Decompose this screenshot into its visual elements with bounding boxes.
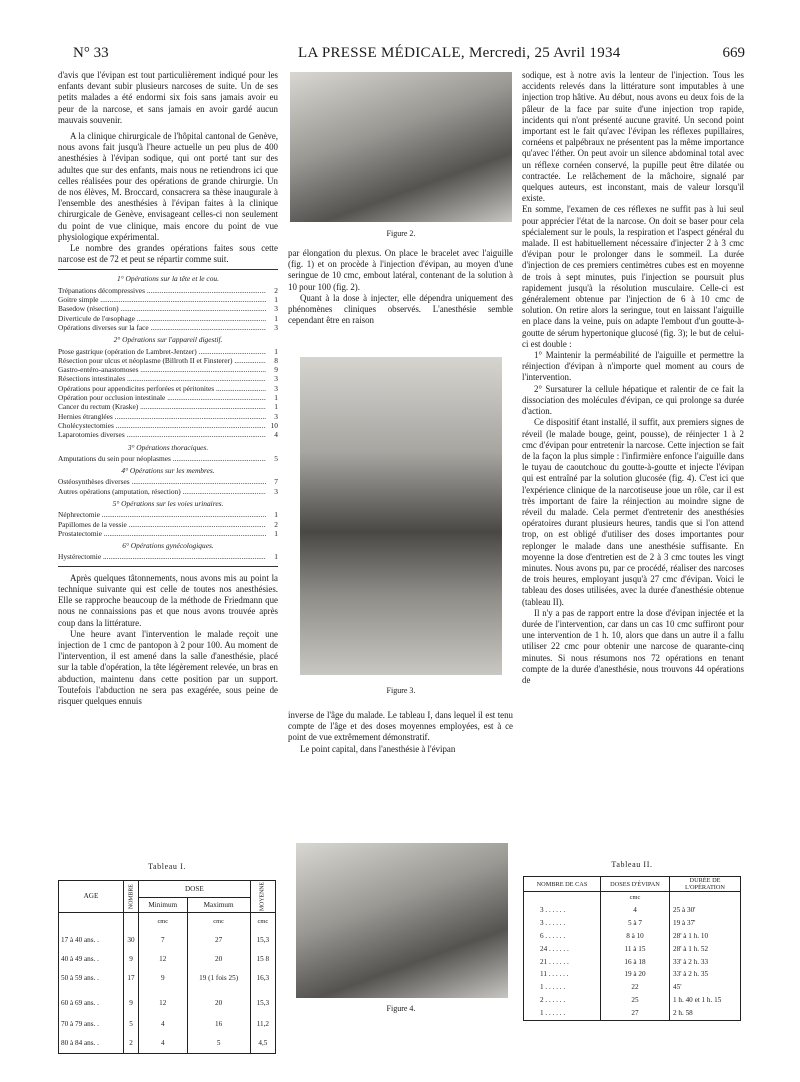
operation-row [58,384,278,393]
figure-3-image [300,357,502,675]
table-cell: 15 8 [250,950,275,969]
paragraph: En somme, l'examen de ces réflexes ne suffit pas à lui seul pour apprécier l'état de la narcose. On doit se baser pour cela spécialement sur le pouls, la respiration et l'aspect général du malade. Il est habituellement nécessaire d'injecter 2 à 3 cmc d'évipan pour le prolonger dans le sommeil. La durée d'injection de ces premiers centimètres cubes est en moyenne de trois à sept minutes, puis l'injection se poursuit plus rapidement jusqu'à la résolution musculaire. Celle-ci est généralement obtenue par l'injection de 6 à 10 cmc de solution. On retire alors la seringue, tout en laissant l'aiguille en place dans la veine, puis on adapte l'embout d'un goutte-à-goutte de sérum hypertonique glucosé (fig. 3); le but de celui-ci est double : [522,204,744,349]
operation-row [58,356,278,365]
table-cell: 11 . . . . . . [540,970,569,979]
table-cell: 19 à 37' [670,916,741,929]
column-middle-lower [288,710,513,755]
paragraph: par élongation du plexus. On place le bracelet avec l'aiguille (fig. 1) et on procède à l'injection d'évipan, au moyen d'une seringue de 10 cmc, embout latéral, contenant de la solution à 10 pour 100 (fig. 2). [288,248,513,292]
col-header-dose: DOSE [139,881,251,898]
paragraph: sodique, est à notre avis la lenteur de l'injection. Tous les accidents relevés dans la littérature sont imputables à une injection trop hâtive. Au début, nous avons eu deux fois de la pâleur de la face par suite d'une injection trop rapide, incidents qui n'ont présenté aucune gravité. Un second point important est le fait qu'avec l'évipan les réflexes pupillaires, cornéens et palpébraux ne présentent pas la même importance qu'avec l'éther. On peut avoir un silence abdominal total avec un réflexe cornéen conservé, la pupille peut être dilatée ou contractée. Le relâchement de la mâchoire, signalé par quelques auteurs, est inconstant, mais de valeur lorsqu'il existe. [522,70,744,204]
table-cell: 50 à 59 ans. . [61,974,99,983]
operation-count: 1 [274,295,278,305]
table-cell: 4 [601,904,670,917]
table-cell: 17 [124,969,139,988]
paragraph: 1° Maintenir la perméabilité de l'aiguille et permettre la réinjection d'évipan à n'importe quel moment au cours de l'intervention. [522,350,744,383]
operation-count: 1 [274,552,278,562]
unit-cell: cmc [601,892,670,904]
unit-cell [670,892,741,904]
category-heading: 6° Opérations gynécologiques. [122,541,214,551]
page-header [55,45,745,67]
operation-row [58,323,278,332]
operation-label: Opérations pour appendicites perforées et péritonites ..... [58,384,266,393]
table-cell: 4,5 [250,1033,275,1053]
category-heading: 1° Opérations sur la tête et le cou. [117,274,219,284]
operation-label: Opérations diverses sur la face ..... [58,323,266,332]
operation-row [58,304,278,313]
table-cell: 20 [187,988,250,1015]
table-row [524,955,741,968]
table-row [524,916,741,929]
table-cell: 27 [187,931,250,950]
table-cell: 27 [601,1007,670,1021]
table-cell: 8 à 10 [601,929,670,942]
col-header-cas: NOMBRE DE CAS [524,877,601,892]
paragraph: 2° Sursaturer la cellule hépatique et ralentir de ce fait la dissociation des molécules d'évipan, ce qui prolonge sa durée d'action. [522,383,744,417]
col-header-maximum: Maximum [187,898,250,913]
category-heading: 4° Opérations sur les membres. [121,466,215,476]
table-cell: 3 . . . . . . [540,918,566,927]
operation-label: Prostatectomie ..... [58,529,266,538]
table2 [523,876,741,1021]
operation-count: 1 [274,393,278,403]
table-cell: 30 [124,931,139,950]
operation-count: 7 [274,477,278,487]
col-header-moyenne: MOYENNE [250,881,275,913]
operation-row [58,529,278,538]
table-cell: 12 [139,950,188,969]
divider [58,566,278,567]
table-cell: 17 à 40 ans. . [61,936,99,945]
operation-count: 10 [270,420,278,430]
operation-count: 1 [274,510,278,520]
table-cell: 45' [670,981,741,994]
operation-row [58,412,278,421]
table-cell: 15,3 [250,988,275,1015]
table-cell: 15,3 [250,931,275,950]
table-cell: 60 à 69 ans. . [61,999,99,1008]
operation-label: Goitre simple ..... [58,295,266,304]
table-cell: 1 . . . . . . [540,1009,566,1018]
table-row [59,969,276,988]
operation-label: Hystérectomie ..... [58,552,266,561]
col-header-age: AGE [59,881,124,913]
units-row [524,892,741,904]
operation-row [58,365,278,374]
table-cell: 9 [124,950,139,969]
table-row [59,1014,276,1033]
table-cell: 9 [124,988,139,1015]
table-row [59,931,276,950]
figure-3-caption: Figure 3. [386,686,416,695]
table-cell: 33' à 2 h. 33 [670,955,741,968]
column-right [522,70,744,686]
operation-count: 3 [274,383,278,393]
operation-label: Opération pour occlusion intestinale ..... [58,393,266,402]
table-row [524,994,741,1007]
unit-cell: cmc [250,912,275,930]
operation-row [58,421,278,430]
paragraph: d'avis que l'évipan est tout particulièrement indiqué pour les enfants devant subir plusieurs narcoses de suite. Un de ses petits malades a été endormi six fois sans jamais avoir eu peur de la narcose, et sans jamais en avoir gardé aucun mauvais souvenir. [58,70,278,125]
operation-count: 3 [274,374,278,384]
operation-row [58,552,278,561]
figure-2-caption: Figure 2. [386,229,416,238]
category-heading: 3° Opérations thoraciques. [127,442,209,452]
table-cell: 21 . . . . . . [540,957,569,966]
unit-cell [524,892,601,904]
table-cell: 4 [139,1014,188,1033]
unit-cell: cmc [187,912,250,930]
column-middle [288,248,513,326]
operation-row [58,454,278,463]
col-header-minimum: Minimum [139,898,188,913]
operation-row [58,393,278,402]
table-row [524,981,741,994]
operation-row [58,347,278,356]
operation-label: Ptose gastrique (opération de Lambret-Jentzer) ..... [58,347,266,356]
table2-caption: Tableau II. [611,860,653,869]
operation-label: Basedow (résection) ..... [58,304,266,313]
operation-row [58,374,278,383]
table-row [524,929,741,942]
table-row [59,950,276,969]
operation-label: Trépanations décompressives ..... [58,286,266,295]
issue-number: N° 33 [73,45,109,61]
operation-count: 1 [274,346,278,356]
operation-row [58,286,278,295]
table-cell: 16,3 [250,969,275,988]
col-header-duree: DURÉE DE L'OPÉRATION [670,877,741,892]
table-cell: 2 [124,1033,139,1053]
operation-count: 1 [274,402,278,412]
table-row [524,1007,741,1021]
table-cell: 40 à 49 ans. . [61,955,99,964]
table-cell: 12 [139,988,188,1015]
operation-count: 3 [274,411,278,421]
operation-row [58,520,278,529]
table-cell: 9 [139,969,188,988]
operation-count: 5 [274,453,278,463]
figure-4-caption: Figure 4. [386,1004,416,1013]
operation-label: Cancer du rectum (Kraske) ..... [58,402,266,411]
table-cell: 16 [187,1014,250,1033]
operations-list [58,274,278,561]
operation-row [58,487,278,496]
table-cell: 20 [187,950,250,969]
table-cell: 19 à 20 [601,968,670,981]
operation-label: Autres opérations (amputation, résection) ..... [58,487,266,496]
table-cell: 6 . . . . . . [540,931,566,940]
operation-count: 2 [274,519,278,529]
operation-row [58,430,278,439]
operation-label: Néphrectomie ..... [58,510,266,519]
table-cell: 4 [139,1033,188,1053]
table-cell: 1 h. 40 et 1 h. 15 [670,994,741,1007]
table-cell: 5 [124,1014,139,1033]
operation-row [58,295,278,304]
figure-4-image [296,843,508,998]
paragraph: Une heure avant l'intervention le malade reçoit une injection de 1 cmc de pantopon à 2 pour 100. Au moment de l'intervention, il est amené dans la salle d'anesthésie, placé sur la table d'opération, la tête légèrement relevée, un bras en abduction, maintenu dans cette position par un support. Toutefois l'abduction ne sera pas exagérée, sous peine de risquer quelques ennuis [58,628,278,706]
category-heading: 2° Opérations sur l'appareil digestif. [113,335,223,345]
paragraph: inverse de l'âge du malade. Le tableau I, dans lequel il est tenu compte de l'âge et des doses moyennes employées, est à ce point de vue extrêmement démonstratif. [288,710,513,743]
table-cell: 80 à 84 ans. . [61,1039,99,1048]
operation-row [58,510,278,519]
table-row [59,988,276,1015]
col-header-nombre: NOMBRE [124,881,139,913]
operation-label: Hernies étranglées ..... [58,412,266,421]
unit-cell [59,912,124,930]
table-cell: 3 . . . . . . [540,906,566,915]
unit-cell: cmc [139,912,188,930]
col-header-doses: DOSES D'ÉVIPAN [601,877,670,892]
journal-title: LA PRESSE MÉDICALE, Mercredi, 25 Avril 1934 [298,45,621,61]
operation-label: Diverticule de l'œsophage ..... [58,314,266,323]
table-row [524,942,741,955]
operation-count: 3 [274,322,278,332]
table-cell: 24 . . . . . . [540,944,569,953]
paragraph: Quant à la dose à injecter, elle dépendra uniquement des phénomènes cliniques observés. L'anesthésie semble cependant être en raison [288,292,513,326]
page-number: 669 [722,45,745,61]
table-cell: 5 à 7 [601,916,670,929]
table-cell: 7 [139,931,188,950]
operation-label: Papillomes de la vessie ..... [58,520,266,529]
table-cell: 1 . . . . . . [540,983,566,992]
operation-label: Résections intestinales ..... [58,374,266,383]
operation-label: Résection pour ulcus et néoplasme (Billroth II et Finsterer) ..... [58,356,266,365]
table-cell: 2 . . . . . . [540,996,566,1005]
table1 [58,880,276,1054]
operation-row [58,402,278,411]
operation-count: 4 [274,430,278,440]
table-cell: 5 [187,1033,250,1053]
operation-count: 1 [274,313,278,323]
operation-count: 3 [274,304,278,314]
table-cell: 22 [601,981,670,994]
operation-count: 1 [274,528,278,538]
operation-count: 2 [274,285,278,295]
table-cell: 70 à 79 ans. . [61,1019,99,1028]
operation-label: Cholécystectomies ..... [58,421,266,430]
table-row [524,968,741,981]
table-cell: 28' à 1 h. 10 [670,929,741,942]
figure-2-image [290,72,512,222]
table1-caption: Tableau I. [148,862,186,871]
table-cell: 33' à 2 h. 35 [670,968,741,981]
operation-row [58,314,278,323]
category-heading: 5° Opérations sur les voies urinaires. [112,498,224,508]
operation-count: 9 [274,365,278,375]
paragraph: Le nombre des grandes opérations faites sous cette narcose est de 72 et peut se répartir comme suit. [58,243,278,265]
table-cell: 25 [601,994,670,1007]
paragraph: Après quelques tâtonnements, nous avons mis au point la technique suivante qui est celle de toutes nos anesthésies. Elle se rapproche beaucoup de la méthode de Friedmann que nous ne connaissions pas et que nous avons trouvée après coup dans la littérature. [58,572,278,628]
divider [58,269,278,270]
operation-label: Laparotomies diverses ..... [58,430,266,439]
paragraph: Ce dispositif étant installé, il suffit, aux premiers signes de réveil (le malade bouge, geint, pousse), de réinjecter 1 à 2 cmc d'évipan pour entretenir la narcose. Cette injection se fait de la façon la plus simple : l'infirmière enfonce l'aiguille dans le tuyau de caoutchouc du goutte-à-goutte et injecte l'évipan qui est entraîné par la solution glucosée (fig. 4). C'est ici que l'expérience clinique de la narcotiseuse joue un rôle, car il est très important de faire la réinjection au moindre signe de réveil du malade. Cela permet d'entretenir des anesthésies opératoires durant plusieurs heures, tandis que si l'on attend trop, on est obligé d'utiliser des doses importantes pour replonger le malade dans une anesthésie suffisante. En moyenne la dose d'entretien est de 2 à 3 cmc toutes les vingt minutes. Nous avons pu, par ce procédé, réaliser des narcoses de trois heures, employant jusqu'à 27 cmc d'évipan. Voici le tableau des doses utilisées, avec la durée d'anesthésie obtenue (tableau II). [522,417,744,607]
operation-label: Amputations du sein pour néoplasmes ..... [58,454,266,463]
table-row [59,1033,276,1053]
operation-label: Gastro-entéro-anastomoses ..... [58,365,266,374]
table-row [524,904,741,917]
table-cell: 28' à 1 h. 52 [670,942,741,955]
operation-label: Ostéosynthèses diverses ..... [58,477,266,486]
unit-cell [124,912,139,930]
table-cell: 25 à 30' [670,904,741,917]
table-cell: 11,2 [250,1014,275,1033]
operation-count: 8 [274,355,278,365]
paragraph: A la clinique chirurgicale de l'hôpital cantonal de Genève, nous avons fait jusqu'à l'heure actuelle un peu plus de 400 anesthésies à l'évipan sodique, qui ont porté tant sur des adultes que sur des enfants, mais nous ne retiendrons ici que celles réalisées pour des opérations de grande chirurgie. Un de nos élèves, M. Broccard, consacrera sa thèse inaugurale à l'ensemble des anesthésies à l'évipan faites à la clinique chirurgicale de Genève, envisageant celles-ci non seulement du point de vue clinique, mais encore du point de vue physiologique expérimental. [58,131,278,242]
paragraph: Il n'y a pas de rapport entre la dose d'évipan injectée et la durée de l'intervention, car dans un cas 10 cmc suffiront pour une intervention de 1 h. 10, alors que dans un autre il a fallu utiliser 22 cmc pour obtenir une narcose de quarante-cinq minutes. Si nous résumons nos 72 opérations en tenant compte de la durée d'anesthésie, nous trouvons 44 opérations de [522,607,744,685]
paragraph: Le point capital, dans l'anesthésie à l'évipan [300,743,456,754]
units-row [59,912,276,930]
operation-count: 3 [274,486,278,496]
operation-row [58,477,278,486]
column-left [58,70,278,707]
table-cell: 11 à 15 [601,942,670,955]
table-cell: 19 (1 fois 25) [187,969,250,988]
table-cell: 16 à 18 [601,955,670,968]
table-cell: 2 h. 58 [670,1007,741,1021]
